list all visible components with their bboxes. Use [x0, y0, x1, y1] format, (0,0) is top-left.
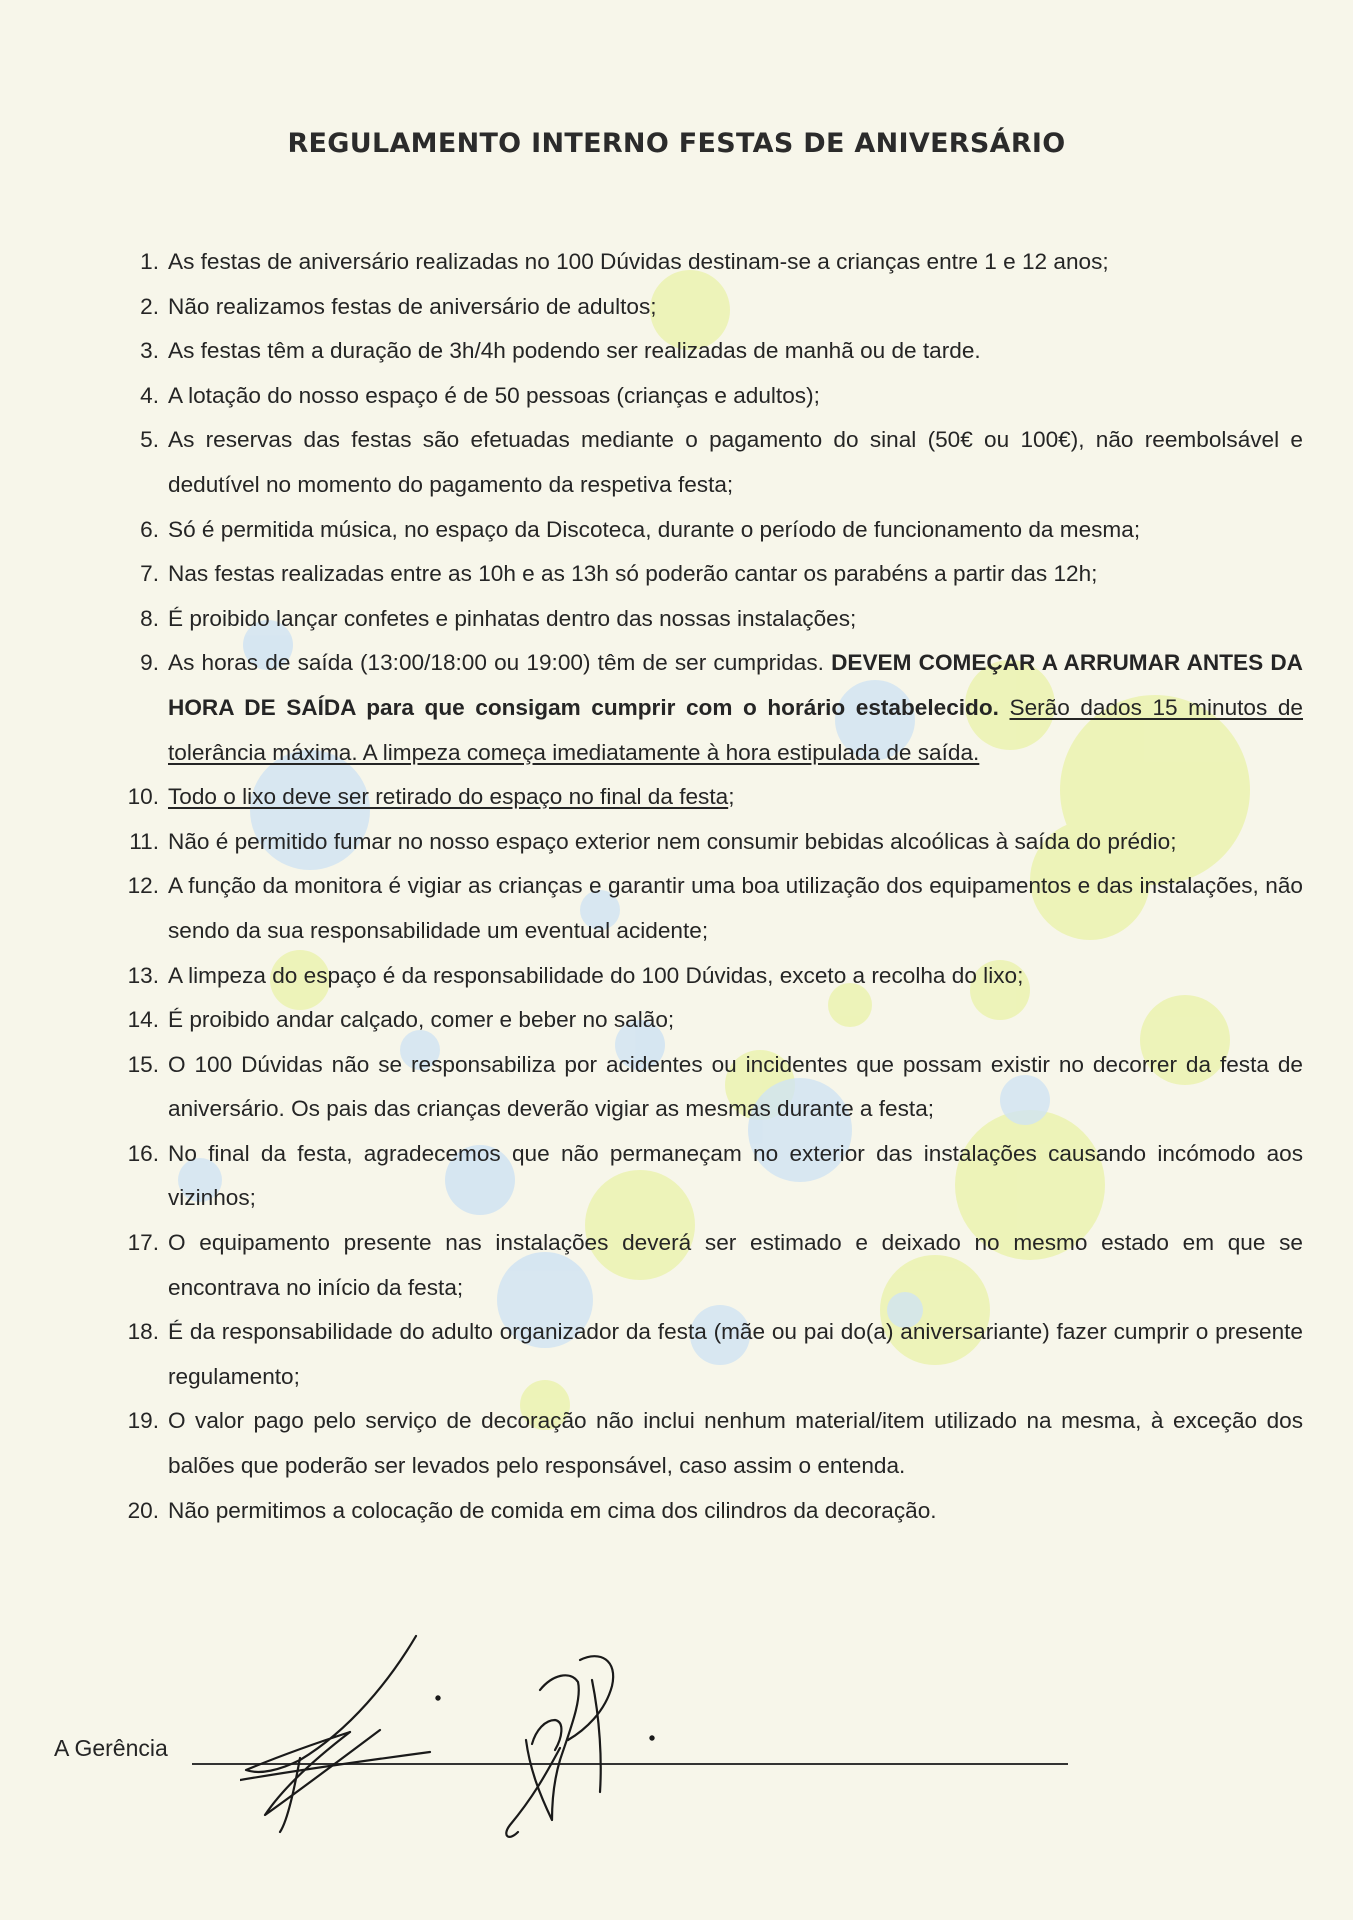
rule-text: Não é permitido fumar no nosso espaço exterior nem consumir bebidas alcoólicas à saída do prédio;	[168, 828, 1177, 854]
signature-scribble	[240, 1620, 760, 1850]
rule-text	[168, 775, 1303, 820]
rule-text: Não permitimos a colocação de comida em cima dos cilindros da decoração.	[168, 1497, 937, 1523]
rule-text	[168, 641, 1303, 775]
rule-item	[108, 641, 1303, 775]
rule-text: No final da festa, agradecemos que não permaneçam no exterior das instalações causando incómodo aos vizinhos;	[168, 1140, 1303, 1211]
rule-item	[108, 374, 1303, 419]
rule-text: O valor pago pelo serviço de decoração não inclui nenhum material/item utilizado na mesma, à exceção dos balões que poderão ser levados pelo responsável, caso assim o entenda.	[168, 1408, 1303, 1479]
rule-item	[108, 1221, 1303, 1310]
rule-text-part: As horas de saída (13:00/18:00 ou 19:00) têm de ser cumpridas.	[168, 650, 832, 676]
rule-item	[108, 240, 1303, 285]
rule-text-underlined: Serão dados 15 minutos de tolerância máxima. A limpeza começa imediatamente à hora estipulada de saída.	[168, 694, 1303, 765]
rule-item	[108, 418, 1303, 507]
rule-text: As festas de aniversário realizadas no 100 Dúvidas destinam-se a crianças entre 1 e 12 anos;	[168, 249, 1109, 274]
rule-item	[108, 864, 1303, 953]
rule-text-part: ;	[728, 784, 735, 810]
rule-number: 11.	[129, 828, 159, 854]
signature-label: A Gerência	[54, 1735, 168, 1761]
rule-item	[108, 1132, 1303, 1221]
rule-number: 2.	[140, 293, 159, 319]
rule-number: 10.	[127, 784, 159, 810]
rule-item	[108, 1310, 1303, 1399]
rule-text-space	[999, 695, 1010, 720]
rule-text: Só é permitida música, no espaço da Discoteca, durante o período de funcionamento da mesma;	[168, 516, 1141, 542]
rule-text: A função da monitora é vigiar as crianças e garantir uma boa utilização dos equipamentos e das instalações, não sendo da sua responsabilidade um eventual acidente;	[168, 873, 1303, 943]
rule-number: 17.	[127, 1230, 159, 1256]
rule-text: É proibido andar calçado, comer e beber no salão;	[168, 1007, 675, 1033]
rule-text: A lotação do nosso espaço é de 50 pessoas (crianças e adultos);	[168, 382, 820, 408]
rule-text: O 100 Dúvidas não se responsabiliza por acidentes ou incidentes que possam existir no decorrer da festa de aniversário. Os pais das crianças deverão vigiar as mesmas durante a festa;	[168, 1051, 1303, 1122]
page-title: REGULAMENTO INTERNO FESTAS DE ANIVERSÁRIO	[287, 128, 1066, 159]
rule-number: 7.	[140, 561, 159, 587]
rule-text: Nas festas realizadas entre as 10h e as 13h só poderão cantar os parabéns a partir das 12h;	[168, 561, 1098, 587]
rule-number: 6.	[140, 516, 159, 542]
rule-item	[108, 1399, 1303, 1488]
rule-item	[108, 508, 1303, 553]
rule-number: 3.	[140, 338, 159, 364]
rule-text-underlined: Todo o lixo deve ser retirado do espaço no final da festa	[168, 784, 729, 810]
rule-item	[108, 820, 1303, 865]
rule-text: É da responsabilidade do adulto organizador da festa (mãe ou pai do(a) aniversariante) fazer cumprir o presente regulamento;	[168, 1319, 1303, 1389]
rule-number: 14.	[127, 1007, 159, 1033]
rule-text: É proibido lançar confetes e pinhatas dentro das nossas instalações;	[168, 605, 857, 631]
rule-item	[108, 954, 1303, 999]
rule-item	[108, 552, 1303, 597]
rule-number: 13.	[127, 962, 159, 988]
rule-text: A limpeza do espaço é da responsabilidade do 100 Dúvidas, exceto a recolha do lixo;	[168, 962, 1024, 988]
rule-item	[108, 1489, 1303, 1534]
rule-text: As reservas das festas são efetuadas mediante o pagamento do sinal (50€ ou 100€), não reembolsável e dedutível no momento do pagamento da respetiva festa;	[168, 427, 1303, 497]
rule-number: 12.	[127, 873, 159, 899]
rule-number: 8.	[140, 605, 159, 631]
rule-text: O equipamento presente nas instalações deverá ser estimado e deixado no mesmo estado em que se encontrava no início da festa;	[168, 1230, 1303, 1300]
rule-text: Não realizamos festas de aniversário de adultos;	[168, 293, 657, 319]
rule-number: 18.	[127, 1319, 159, 1345]
rule-number: 19.	[127, 1408, 159, 1434]
rule-text-bold: DEVEM COMEÇAR A ARRUMAR ANTES DA HORA DE SAÍDA para que consigam cumprir com o horário estabelecido.	[168, 650, 1303, 720]
rule-number: 20.	[127, 1497, 159, 1523]
rule-item	[108, 1043, 1303, 1132]
rule-item	[108, 775, 1303, 820]
rule-number: 9.	[140, 650, 159, 676]
rule-number: 15.	[127, 1051, 159, 1077]
rule-item	[108, 597, 1303, 642]
rule-number: 16.	[127, 1140, 159, 1166]
rule-text: As festas têm a duração de 3h/4h podendo ser realizadas de manhã ou de tarde.	[168, 338, 981, 364]
rule-number: 5.	[140, 427, 159, 453]
rule-item	[108, 285, 1303, 330]
rule-number: 4.	[140, 382, 159, 408]
rule-number: 1.	[140, 249, 159, 274]
rule-item	[108, 329, 1303, 374]
rule-item	[108, 998, 1303, 1043]
rules-list	[108, 240, 1303, 1533]
